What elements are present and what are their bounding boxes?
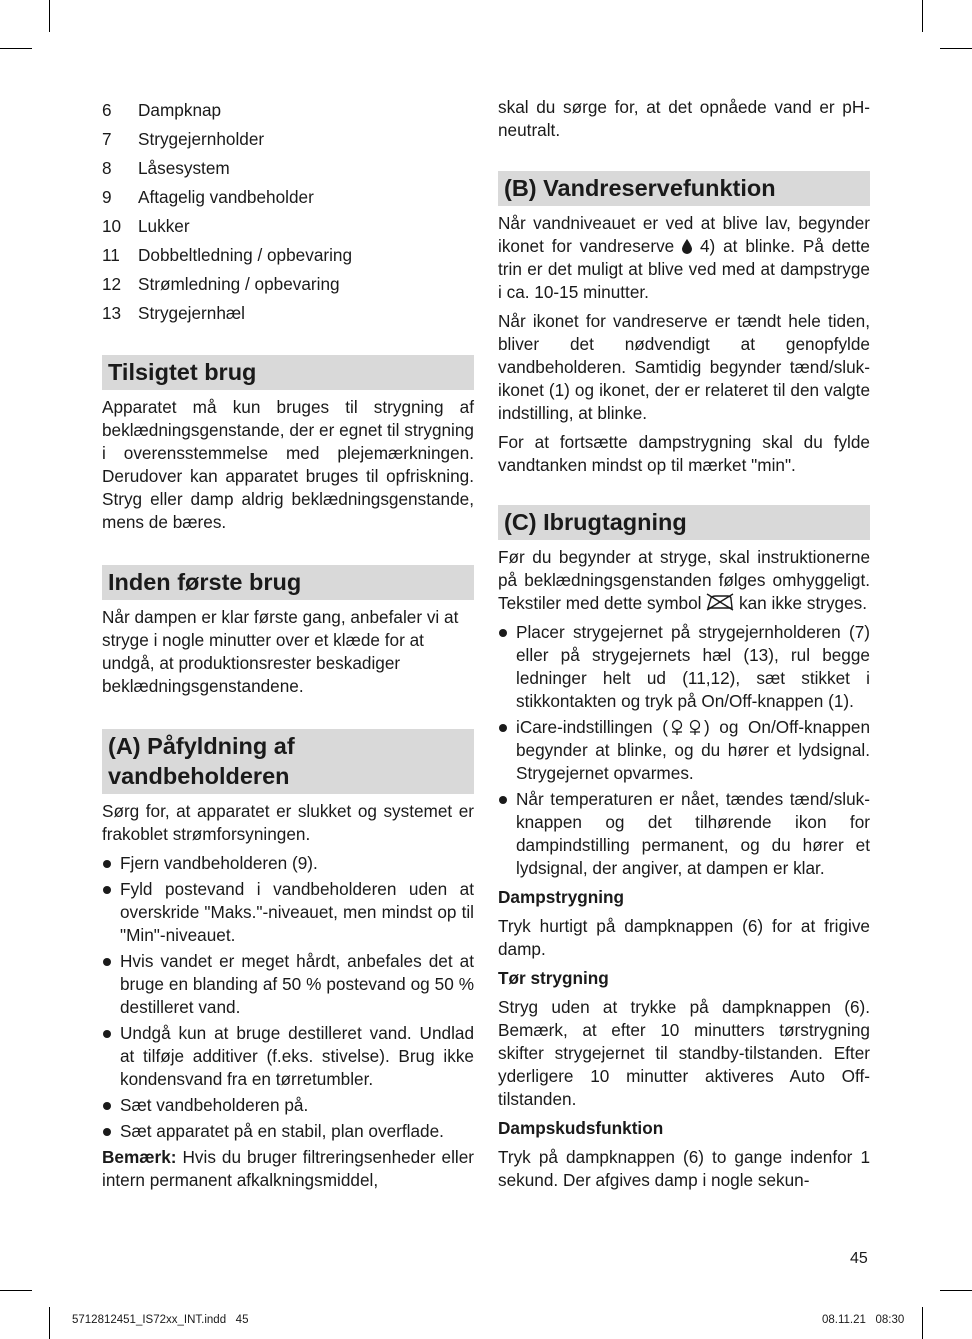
date-slug: 08.11.21 08:30 [822,1314,905,1326]
list-item: 13 Strygejernhæl [102,303,245,323]
paragraph: Når vandniveauet er ved at blive lav, begynder ikonet for vandreserve 4) at blinke. På dette trin er det muligt at blive ved med at dampstryge i ca. 10-15 minutter. [498,213,870,302]
left-column [102,96,474,1192]
parts-list [102,96,474,328]
note-paragraph: Bemærk: Hvis du bruger filtreringsenheder eller intern permanent afkalkningsmiddel, [102,1147,474,1190]
list-item: 8 Låsesystem [102,158,230,178]
crop-mark [0,48,32,49]
paragraph: Tryk hurtigt på dampknappen (6) for at frigive damp. [498,916,870,959]
list-item: 7 Strygejernholder [102,129,265,149]
page-number: 45 [850,1250,868,1267]
section-heading-intended-use: Tilsigtet brug [102,355,474,390]
paragraph: Stryg uden at trykke på dampknappen (6). Bemærk, at efter 10 minutters tørstrygning skifter strygejernet til standby-tilstanden. Efter yderligere 10 minutter aktiveres Auto Off-tilstanden. [498,997,870,1109]
paragraph: Tryk på dampknappen (6) to gange indenfor 1 sekund. Der afgives damp i nogle sekun- [498,1147,870,1190]
list-item: Fyld postevand i vandbeholderen uden at overskride "Maks."-niveauet, men mindst op til "Min"-niveauet. [102,878,474,947]
list-item: Når temperaturen er nået, tændes tænd/sluk-knappen og det tilhørende ikon for dampindstilling permanent, og du hører et lydsignal, der angiver, at dampen er klar. [498,788,870,880]
list-item: Sæt apparatet på en stabil, plan overflade. [102,1120,474,1143]
list-item: Hvis vandet er meget hårdt, anbefales det at bruge en blanding af 50 % postevand og 50 % destilleret vand. [102,950,474,1019]
list-item: Placer strygejernet på strygejernholderen (7) eller på strygejernets hæl (13), rul begge ledninger helt ud (11,12), sæt stikket i stikkontakten og tryk på On/Off-knappen (1). [498,621,870,713]
list-item: Fjern vandbeholderen (9). [102,852,474,875]
section-heading-first-use: Inden første brug [102,565,474,600]
section-heading-filling: (A) Påfyldning af vandbeholderen [102,729,474,794]
paragraph: For at fortsætte dampstrygning skal du fylde vandtanken mindst op til mærket "min". [498,432,870,475]
paragraph: Apparatet må kun bruges til strygning af beklædningsgenstande, der er egnet til strygning i overensstemmelse med plejemærkningen. Derudover kan apparatet bruges til opfriskning. Stryg eller damp aldrig beklædningsgenstande, mens de bæres. [102,397,474,532]
section-heading-water-reserve: (B) Vandreservefunktion [498,171,870,206]
paragraph: Når dampen er klar første gang, anbefaler vi at stryge i nogle minutter over et klæde for at undgå, at produktionsrester beskadiger beklædningsgenstandene. [102,607,459,696]
note-label: Bemærk: [102,1147,177,1167]
bullet-list [498,621,870,880]
list-item: 9 Aftagelig vandbeholder [102,187,314,207]
crop-mark [49,1307,50,1339]
subheading-dry: Tør strygning [498,968,609,988]
list-item: Undgå kun at bruge destilleret vand. Undlad at tilføje additiver (f.eks. stivelse). Brug ikke kondensvand fra en tørretumbler. [102,1022,474,1091]
paragraph: Sørg for, at apparatet er slukket og systemet er frakoblet strømforsyningen. [102,801,474,844]
crop-mark [940,48,972,49]
crop-mark [49,0,50,32]
list-item: 10 Lukker [102,216,190,236]
paragraph: skal du sørge for, at det opnåede vand er pH-neutralt. [498,97,870,140]
crop-mark [922,1307,923,1339]
crop-mark [940,1290,972,1291]
bullet-list [102,852,474,1143]
crop-mark [922,0,923,32]
icare-icon [668,719,704,735]
subheading-burst: Dampskudsfunktion [498,1118,664,1138]
water-drop-icon [682,239,692,254]
list-item: Sæt vandbeholderen på. [102,1094,474,1117]
section-heading-startup: (C) Ibrugtagning [498,505,870,540]
list-item: 6 Dampknap [102,100,222,120]
paragraph: Før du begynder at stryge, skal instruktionerne på beklædningsgenstanden følges omhyggeligt. Tekstiler med dette symbol kan ikke stryges. [498,547,870,613]
list-item: iCare-indstillingen ( ) og On/Off-knappen begynder at blinke, og du hører et lydsignal. Strygejernet opvarmes. [498,716,870,785]
list-item: 12 Strømledning / opbevaring [102,274,340,294]
paragraph: Når ikonet for vandreserve er tændt hele tiden, bliver det nødvendigt at genopfylde vandbeholderen. Samtidig begynder tænd/sluk-ikonet (1) og ikonet, der er relateret til den valgte indstilling, at blinke. [498,311,870,423]
subheading-steam: Dampstrygning [498,887,625,907]
no-ironing-icon [706,593,734,611]
list-item: 11 Dobbeltledning / opbevaring [102,245,353,265]
crop-mark [0,1290,32,1291]
right-column [498,96,870,1192]
file-slug: 5712812451_IS72xx_INT.indd 45 [72,1314,249,1326]
